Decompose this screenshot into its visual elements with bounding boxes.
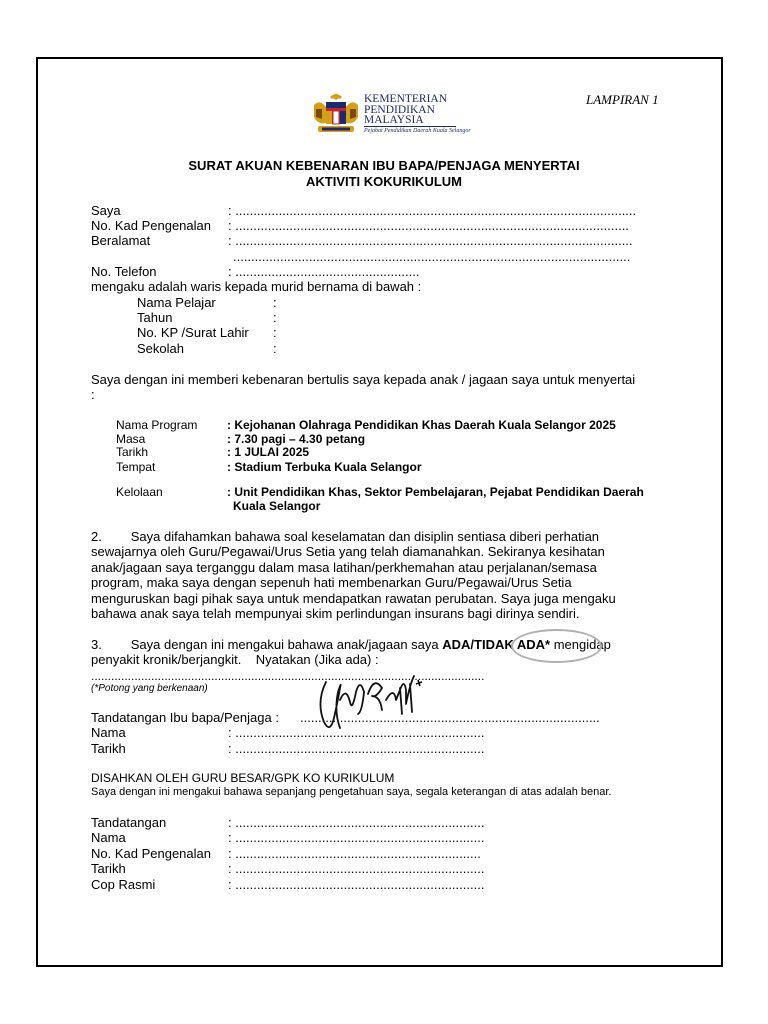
parent-name-label: Nama [91, 725, 126, 740]
para2-line-5: menguruskan bagi pihak saya untuk mendapatkan rawatan perubatan. Saya juga mengaku [91, 591, 616, 606]
para2-line-3: anak/jagaan saya terganggu dalam masa latihan/perkhemahan atau perjalanan/semasa [91, 560, 597, 575]
ministry-line-3: MALAYSIA [364, 114, 424, 126]
saya-field[interactable]: : ............................................................................................................... [228, 203, 637, 218]
para3-prefix: 3. Saya dengan ini mengakui bahawa anak/jagaan saya [91, 637, 443, 652]
student-name-label: Nama Pelajar [137, 295, 216, 310]
lampiran-label: LAMPIRAN 1 [586, 92, 659, 107]
ministry-subtitle: Pejabat Pendidikan Daerah Kuala Selangor [364, 128, 471, 134]
phone-field[interactable]: : ................................................... [228, 264, 420, 279]
parent-signature-field[interactable]: ................................................................................... [300, 710, 600, 725]
guardian-statement: mengaku adalah waris kepada murid bernama di bawah : [91, 279, 422, 294]
program-name-label: Nama Program [116, 418, 198, 432]
verifier-ic-field[interactable]: : .................................................................... [228, 846, 481, 861]
program-venue-value: : Stadium Terbuka Kuala Selangor [227, 460, 422, 474]
para2-line-4: program, maka saya dengan sepenuh hati membenarkan Guru/Pegawai/Urus Setia [91, 575, 572, 590]
coat-of-arms-logo [308, 91, 364, 135]
program-time-label: Masa [116, 432, 146, 446]
disease-choice[interactable]: ADA/TIDAK ADA* [442, 637, 551, 652]
ministry-line-1: KEMENTERIAN [364, 93, 448, 105]
verifier-date-field[interactable]: : ..................................................................... [228, 861, 485, 876]
permission-statement: Saya dengan ini memberi kebenaran bertulis saya kepada anak / jagaan saya untuk menyertai [91, 372, 636, 387]
form-title-line-1: SURAT AKUAN KEBENARAN IBU BAPA/PENJAGA MENYERTAI [188, 158, 580, 173]
ministry-name [364, 94, 447, 126]
student-school-label: Sekolah [137, 341, 184, 356]
strike-out-note: (*Potong yang berkenaan) [91, 683, 208, 694]
disease-details-field[interactable]: ...................................................................................................................... [91, 669, 485, 683]
program-time-value: : 7.30 pagi – 4.30 petang [227, 432, 366, 446]
para3-line-2: penyakit kronik/berjangkit. Nyatakan (Jika ada) : [91, 652, 379, 667]
student-year-label: Tahun [137, 310, 173, 325]
parent-date-field[interactable]: : ..................................................................... [228, 741, 485, 756]
program-name-value: : Kejohanan Olahraga Pendidikan Khas Daerah Kuala Selangor 2025 [227, 418, 616, 432]
program-date-value: : 1 JULAI 2025 [227, 445, 310, 459]
circled-choice-mark [511, 629, 602, 663]
student-school-field[interactable]: : [273, 341, 277, 356]
verifier-name-field[interactable]: : ..................................................................... [228, 830, 485, 845]
official-stamp-field[interactable]: : ..................................................................... [228, 877, 485, 892]
ministry-divider [364, 126, 456, 127]
ic-field[interactable]: : ............................................................................................................. [228, 218, 629, 233]
verification-statement: Saya dengan ini mengakui bahawa sepanjang pengetahuan saya, segala keterangan di atas adalah benar. [91, 786, 612, 798]
address-label: Beralamat [91, 233, 151, 248]
student-name-field[interactable]: : [273, 295, 277, 310]
student-year-field[interactable]: : [273, 310, 277, 325]
para2-line-6: bahawa anak saya telah mempunyai skim perlindungan insurans bagi dirinya sendiri. [91, 606, 580, 621]
verifier-ic-label: No. Kad Pengenalan [91, 846, 211, 861]
verifier-name-label: Nama [91, 830, 126, 845]
address-field-1[interactable]: : .............................................................................................................. [228, 233, 633, 248]
para3-suffix: mengidap [550, 637, 611, 652]
program-venue-label: Tempat [116, 460, 156, 474]
phone-label: No. Telefon [91, 264, 157, 279]
form-title-line-2: AKTIVITI KOKURIKULUM [306, 174, 462, 189]
para2-line-2: sewajarnya oleh Guru/Pegawai/Urus Setia yang telah diamanahkan. Sekiranya kesihatan [91, 544, 605, 559]
program-date-label: Tarikh [116, 445, 149, 459]
program-org-label: Kelolaan [116, 485, 163, 499]
parent-signature-label: Tandatangan Ibu bapa/Penjaga : [91, 710, 279, 725]
saya-label: Saya [91, 203, 121, 218]
parent-name-field[interactable]: : ..................................................................... [228, 725, 485, 740]
permission-colon: : [91, 387, 95, 402]
program-org-value-1: : Unit Pendidikan Khas, Sektor Pembelajaran, Pejabat Pendidikan Daerah [227, 485, 644, 499]
parent-date-label: Tarikh [91, 741, 126, 756]
ministry-line-2: PENDIDIKAN [364, 103, 435, 116]
verifier-signature-label: Tandatangan [91, 815, 167, 830]
para2-line-1: 2. Saya difahamkan bahawa soal keselamatan dan disiplin sentiasa diberi perhatian [91, 529, 600, 544]
ic-label: No. Kad Pengenalan [91, 218, 211, 233]
official-stamp-label: Cop Rasmi [91, 877, 156, 892]
verifier-date-label: Tarikh [91, 861, 126, 876]
student-kp-field[interactable]: : [273, 325, 277, 340]
address-field-2[interactable]: .............................................................................................................. [233, 249, 631, 264]
verifier-signature-field[interactable]: : ..................................................................... [228, 815, 485, 830]
student-kp-label: No. KP /Surat Lahir [137, 325, 249, 340]
verification-heading: DISAHKAN OLEH GURU BESAR/GPK KO KURIKULUM [91, 771, 395, 785]
program-org-value-2: Kuala Selangor [233, 499, 321, 513]
